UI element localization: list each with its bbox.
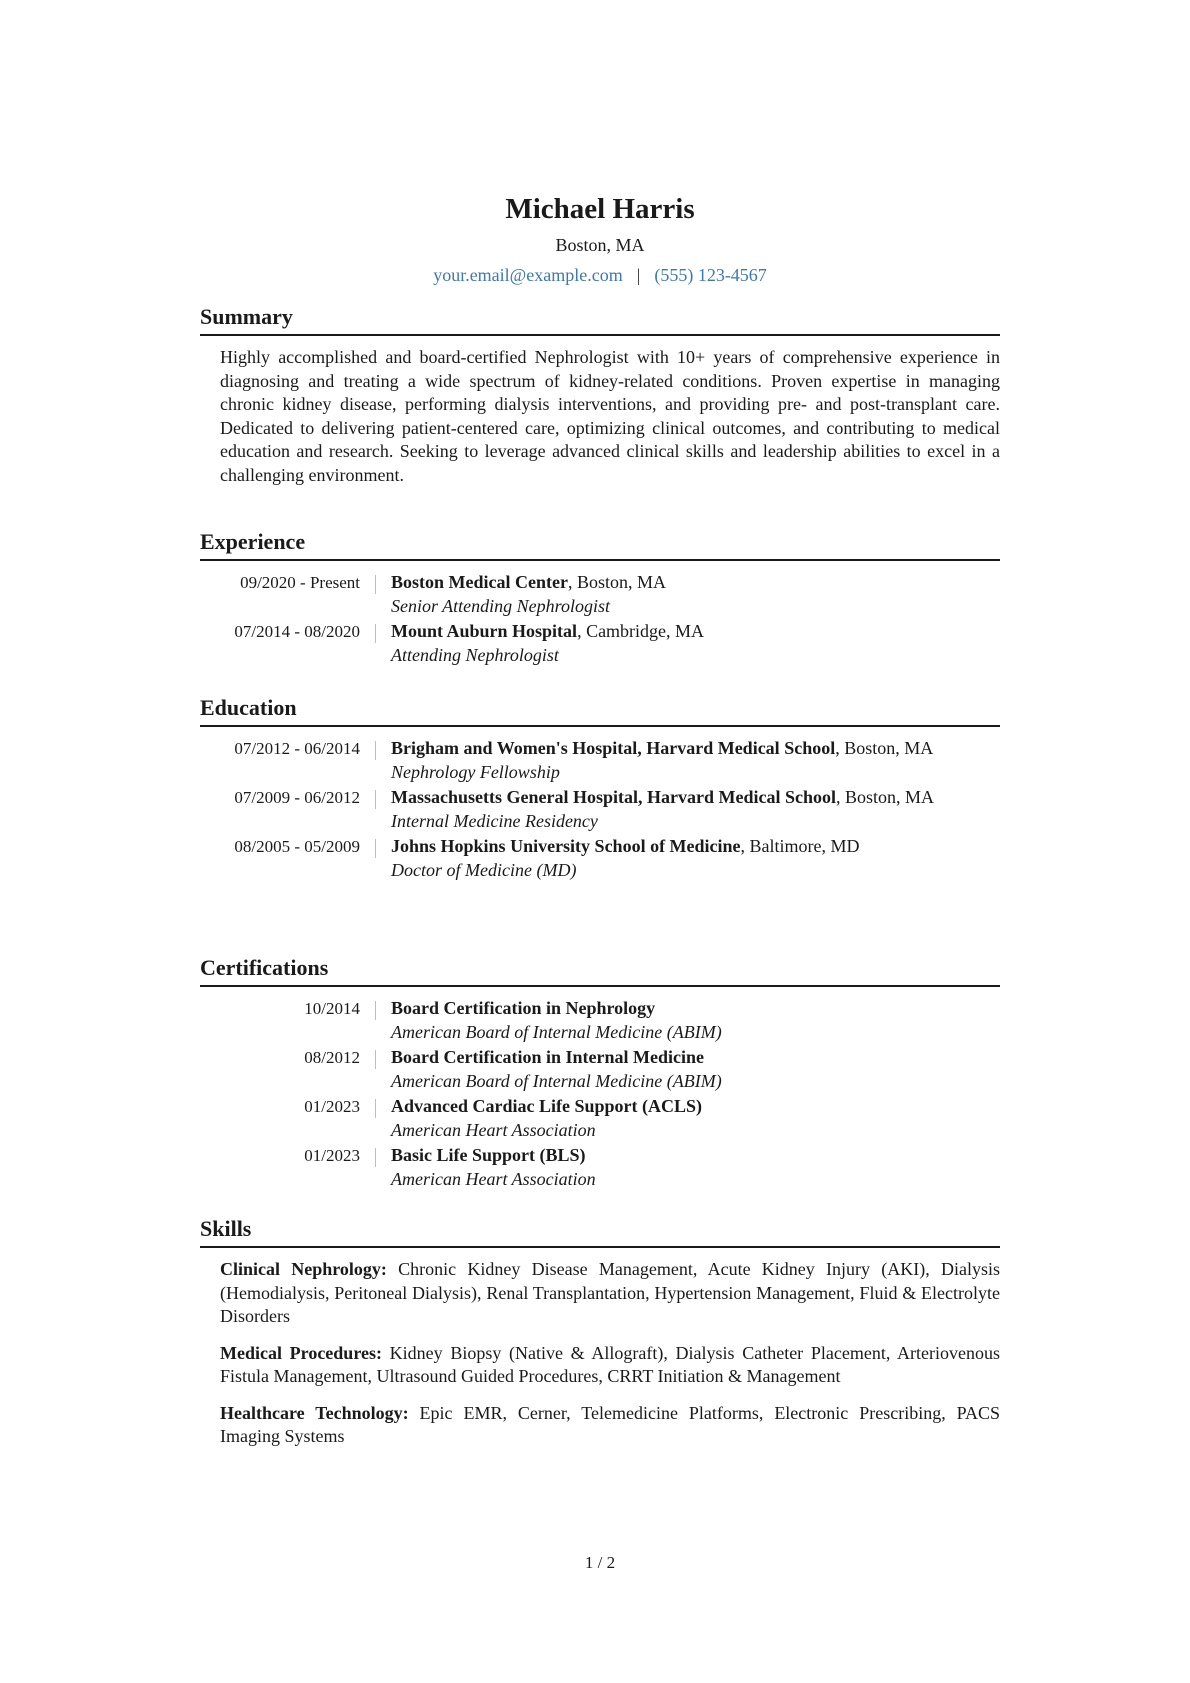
entry-issuer: American Board of Internal Medicine (ABIM) — [391, 1021, 722, 1042]
entry-date: 07/2012 - 06/2014 — [234, 739, 360, 758]
experience-entry — [200, 571, 1000, 618]
entry-organization: Mount Auburn Hospital — [391, 621, 578, 641]
entry-location: , Cambridge, MA — [577, 621, 705, 641]
entry-date: 09/2020 - Present — [240, 573, 360, 592]
education-entry — [200, 786, 1000, 833]
entry-issuer: American Board of Internal Medicine (ABIM) — [391, 1070, 722, 1091]
skill-list: Kidney Biopsy (Native & Allograft), Dialysis Catheter Placement, Arteriovenous Fistula Management, Ultrasound Guided Procedures, CRRT Initiation & Management — [220, 1342, 1000, 1386]
candidate-location: Boston, MA — [555, 235, 645, 255]
entry-date: 08/2005 - 05/2009 — [234, 837, 360, 856]
certifications-section — [200, 955, 1000, 1193]
contact-line — [200, 264, 1000, 286]
summary-text: Highly accomplished and board-certified Nephrologist with 10+ years of comprehensive experience in diagnosing and treating a wide spectrum of kidney-related conditions. Proven expertise in managing chronic kidney disease, performing dialysis interventions, and providing pre- and post-transplant care. Dedicated to delivering patient-centered care, optimizing clinical outcomes, and contributing to medical education and research. Seeking to leverage advanced clinical skills and leadership abilities to excel in a challenging environment. — [220, 347, 1000, 485]
contact-separator: | — [636, 265, 641, 285]
entry-location: , Baltimore, MD — [740, 836, 860, 856]
certification-entry — [200, 1046, 1000, 1093]
entry-location: , Boston, MA — [567, 572, 666, 592]
entry-date: 08/2012 — [304, 1048, 360, 1067]
skill-group — [220, 1342, 1000, 1389]
entry-role: Senior Attending Nephrologist — [391, 595, 610, 616]
experience-entry — [200, 620, 1000, 667]
education-entry — [200, 835, 1000, 882]
certification-entry — [200, 1095, 1000, 1142]
entry-role: Nephrology Fellowship — [391, 761, 560, 782]
section-title-skills: Skills — [200, 1216, 1000, 1248]
page-indicator: 1 / 2 — [584, 1553, 616, 1572]
resume-page — [200, 0, 1000, 1683]
entry-organization: Boston Medical Center — [391, 572, 568, 592]
section-title-summary: Summary — [200, 304, 1000, 336]
entry-organization: Advanced Cardiac Life Support (ACLS) — [391, 1096, 703, 1116]
entry-organization: Board Certification in Nephrology — [391, 998, 656, 1018]
skill-group — [220, 1258, 1000, 1329]
skill-group — [220, 1402, 1000, 1449]
entry-date: 10/2014 — [304, 999, 360, 1018]
section-title-certifications: Certifications — [200, 955, 1000, 987]
entry-role: Attending Nephrologist — [391, 644, 559, 665]
skills-section — [200, 1216, 1000, 1462]
email-link[interactable]: your.email@example.com — [433, 265, 623, 285]
entry-organization: Basic Life Support (BLS) — [391, 1145, 586, 1165]
entry-date: 01/2023 — [304, 1146, 360, 1165]
entry-issuer: American Heart Association — [391, 1119, 596, 1140]
entry-role: Internal Medicine Residency — [391, 810, 598, 831]
candidate-name: Michael Harris — [505, 193, 695, 225]
education-section — [200, 695, 1000, 884]
entry-role: Doctor of Medicine (MD) — [391, 859, 577, 880]
entry-organization: Johns Hopkins University School of Medicine — [391, 836, 741, 856]
section-title-education: Education — [200, 695, 1000, 727]
section-title-experience: Experience — [200, 529, 1000, 561]
entry-location: , Boston, MA — [835, 787, 934, 807]
experience-section — [200, 529, 1000, 669]
skill-list: Epic EMR, Cerner, Telemedicine Platforms, Electronic Prescribing, PACS Imaging Systems — [220, 1402, 1001, 1446]
entry-organization: Massachusetts General Hospital, Harvard Medical School — [391, 787, 836, 807]
entry-organization: Board Certification in Internal Medicine — [391, 1047, 704, 1067]
resume-header — [200, 192, 1000, 286]
entry-location: , Boston, MA — [835, 738, 934, 758]
entry-issuer: American Heart Association — [391, 1168, 596, 1189]
certification-entry — [200, 997, 1000, 1044]
phone-link[interactable]: (555) 123-4567 — [654, 265, 767, 285]
skill-category: Medical Procedures: — [220, 1342, 382, 1363]
entry-date: 01/2023 — [304, 1097, 360, 1116]
skill-category: Clinical Nephrology: — [220, 1259, 387, 1279]
certification-entry — [200, 1144, 1000, 1191]
entry-date: 07/2009 - 06/2012 — [234, 788, 360, 807]
summary-section — [200, 304, 1000, 487]
skill-category: Healthcare Technology: — [220, 1402, 409, 1423]
entry-organization: Brigham and Women's Hospital, Harvard Medical School — [391, 738, 836, 758]
education-entry — [200, 737, 1000, 784]
skill-list: Chronic Kidney Disease Management, Acute Kidney Injury (AKI), Dialysis (Hemodialysis, Peritoneal Dialysis), Renal Transplantation, Hypertension Management, Fluid & Electrolyte Disorders — [220, 1259, 1000, 1326]
entry-date: 07/2014 - 08/2020 — [234, 622, 360, 641]
